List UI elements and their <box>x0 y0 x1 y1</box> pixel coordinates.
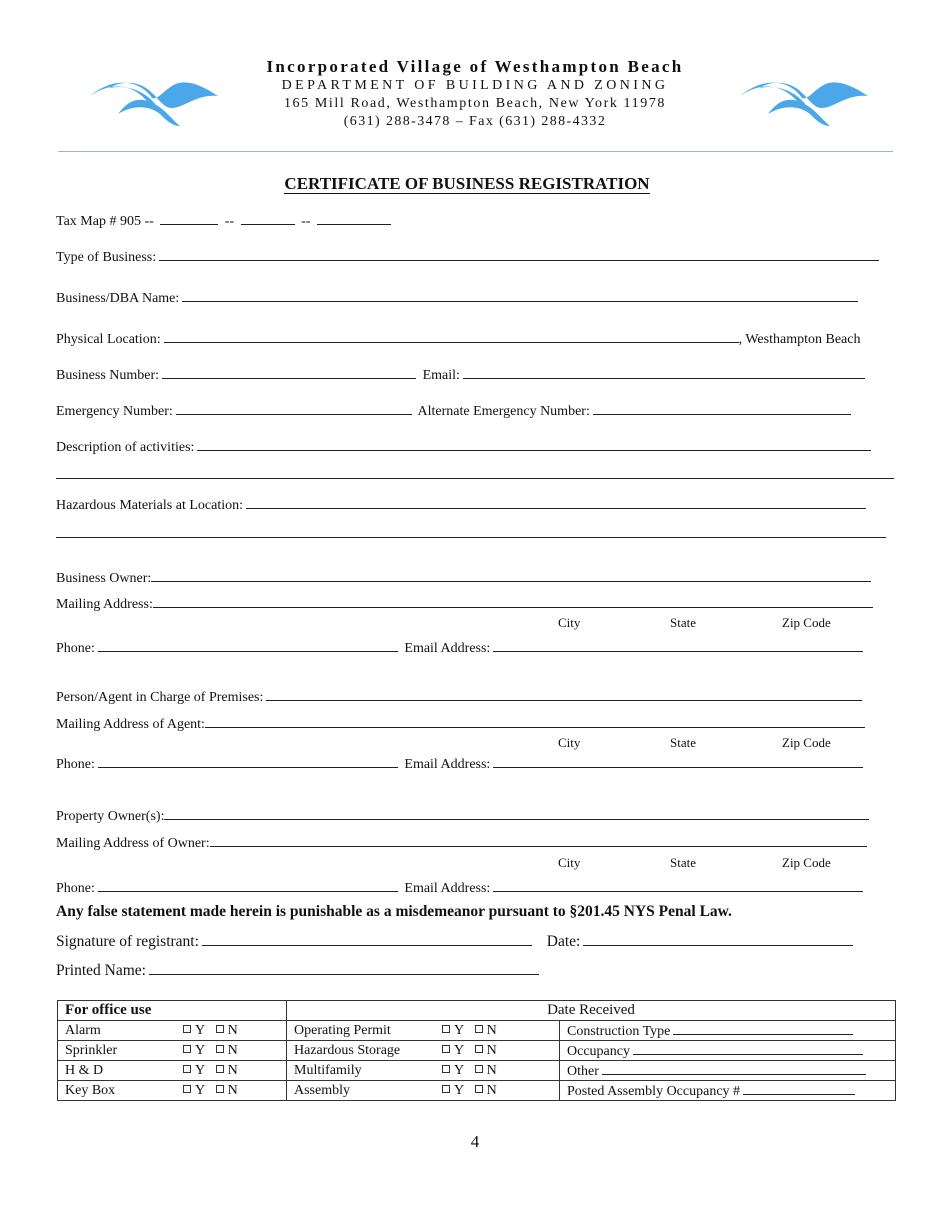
yes-no-check[interactable]: Y N <box>183 1023 238 1039</box>
description-row <box>56 438 874 457</box>
checkbox-icon <box>183 1025 191 1033</box>
checkbox-icon <box>475 1085 483 1093</box>
property-owner-field[interactable] <box>164 807 869 820</box>
yes-no-check[interactable]: Y N <box>183 1063 238 1079</box>
department-phone: (631) 288-3478 – Fax (631) 288-4332 <box>343 114 607 129</box>
hazardous-continuation-line[interactable] <box>56 537 886 538</box>
agent-mailing-row <box>56 715 868 734</box>
phone-label: Phone: <box>56 881 95 896</box>
agent-label: Person/Agent in Charge of Premises: <box>56 690 264 705</box>
business-name-row <box>56 289 861 308</box>
business-number-field[interactable] <box>162 366 416 379</box>
office-item-assembly: Assembly <box>294 1082 350 1098</box>
office-item-multifamily: Multifamily <box>294 1062 362 1078</box>
business-owner-label: Business Owner: <box>56 571 152 586</box>
business-name-field[interactable] <box>182 289 858 302</box>
office-cell <box>58 1041 287 1061</box>
department-name: DEPARTMENT OF BUILDING AND ZONING <box>281 78 669 93</box>
city-caption: City <box>558 615 581 630</box>
business-name-label: Business/DBA Name: <box>56 291 180 306</box>
tax-map-label: Tax Map # 905 -- <box>56 214 154 229</box>
property-owner-phone-row <box>56 879 866 898</box>
email-address-label: Email Address: <box>404 881 491 896</box>
agent-phone-row <box>56 755 866 774</box>
checkbox-icon <box>475 1025 483 1033</box>
printed-name-label: Printed Name: <box>56 962 146 979</box>
checkbox-icon <box>442 1065 450 1073</box>
table-row <box>58 1041 896 1061</box>
property-owner-phone-field[interactable] <box>98 879 398 892</box>
mailing-address-row <box>56 595 876 614</box>
false-statement-warning: Any false statement made herein is punishable as a misdemeanor pursuant to §201.45 NYS Penal Law. <box>56 903 732 920</box>
type-of-business-row <box>56 248 882 267</box>
physical-location-suffix: , Westhampton Beach <box>738 332 861 347</box>
mailing-address-label: Mailing Address: <box>56 597 153 612</box>
date-received-header: Date Received <box>287 1001 896 1021</box>
tax-map-block-field[interactable] <box>241 212 295 225</box>
description-field[interactable] <box>197 438 871 451</box>
office-cell <box>58 1021 287 1041</box>
office-header-row <box>58 1001 896 1021</box>
form-title: CERTIFICATE OF BUSINESS REGISTRATION <box>284 174 650 193</box>
city-caption: City <box>558 735 581 750</box>
business-number-row <box>56 366 868 385</box>
owner-phone-field[interactable] <box>98 639 398 652</box>
office-item-occupancy: Occupancy <box>567 1043 630 1059</box>
office-cell <box>58 1081 287 1101</box>
office-item-hazardous-storage: Hazardous Storage <box>294 1042 401 1058</box>
physical-location-row <box>56 330 860 349</box>
checkbox-icon <box>216 1065 224 1073</box>
state-caption: State <box>670 615 696 630</box>
owner-phone-row <box>56 639 866 658</box>
office-item-h-and-d: H & D <box>65 1062 104 1078</box>
property-owner-label: Property Owner(s): <box>56 809 165 824</box>
checkbox-icon <box>442 1085 450 1093</box>
email-address-label: Email Address: <box>404 757 491 772</box>
type-of-business-label: Type of Business: <box>56 250 157 265</box>
office-item-alarm: Alarm <box>65 1022 101 1038</box>
checkbox-icon <box>442 1045 450 1053</box>
checkbox-icon <box>216 1085 224 1093</box>
signature-label: Signature of registrant: <box>56 933 199 950</box>
checkbox-icon <box>475 1065 483 1073</box>
tax-map-lot-field[interactable] <box>317 212 391 225</box>
checkbox-icon <box>183 1085 191 1093</box>
business-owner-row <box>56 569 874 588</box>
office-cell <box>560 1021 896 1041</box>
agent-row <box>56 688 865 707</box>
checkbox-icon <box>475 1045 483 1053</box>
tax-map-separator: -- <box>301 214 311 229</box>
agent-mailing-label: Mailing Address of Agent: <box>56 717 205 732</box>
office-cell <box>287 1021 560 1041</box>
office-cell <box>560 1041 896 1061</box>
date-field[interactable] <box>583 932 853 946</box>
checkbox-icon <box>216 1025 224 1033</box>
business-owner-field[interactable] <box>151 569 871 582</box>
table-row <box>58 1021 896 1041</box>
date-label: Date: <box>546 933 581 950</box>
zip-caption: Zip Code <box>782 615 831 630</box>
yes-no-check[interactable]: Y N <box>442 1043 497 1059</box>
property-owner-row <box>56 807 872 826</box>
checkbox-icon <box>442 1025 450 1033</box>
office-use-table <box>57 1000 896 1101</box>
description-continuation-line[interactable] <box>56 478 894 479</box>
hazardous-label: Hazardous Materials at Location: <box>56 498 243 513</box>
email-field[interactable] <box>463 366 865 379</box>
yes-no-check[interactable]: Y N <box>442 1083 497 1099</box>
owner-mailing-field[interactable] <box>210 834 867 847</box>
table-row <box>58 1061 896 1081</box>
office-item-posted-assembly-occupancy: Posted Assembly Occupancy # <box>567 1083 741 1099</box>
office-item-operating-permit: Operating Permit <box>294 1022 391 1038</box>
email-address-label: Email Address: <box>404 641 491 656</box>
signature-row <box>56 932 856 951</box>
construction-type-field[interactable] <box>673 1022 853 1035</box>
office-cell <box>560 1061 896 1081</box>
physical-location-field[interactable] <box>164 330 739 343</box>
department-address: 165 Mill Road, Westhampton Beach, New York 11978 <box>283 96 667 111</box>
agent-phone-field[interactable] <box>98 755 398 768</box>
header-divider <box>58 151 893 152</box>
office-item-construction-type: Construction Type <box>567 1023 671 1039</box>
signature-field[interactable] <box>202 932 532 946</box>
agent-field[interactable] <box>266 688 862 701</box>
zip-caption: Zip Code <box>782 735 831 750</box>
agent-email-field[interactable] <box>493 755 863 768</box>
office-cell <box>287 1041 560 1061</box>
occupancy-field[interactable] <box>633 1042 863 1055</box>
phone-label: Phone: <box>56 757 95 772</box>
tax-map-separator: -- <box>224 214 235 229</box>
alt-emergency-number-label: Alternate Emergency Number: <box>417 404 590 419</box>
alt-emergency-number-field[interactable] <box>593 402 851 415</box>
office-cell <box>287 1081 560 1101</box>
city-caption: City <box>558 855 581 870</box>
table-row <box>58 1081 896 1101</box>
posted-assembly-occupancy-field[interactable] <box>743 1082 855 1095</box>
org-name: Incorporated Village of Westhampton Beach <box>266 57 684 76</box>
hazardous-row <box>56 496 869 515</box>
office-item-key-box: Key Box <box>65 1082 116 1098</box>
physical-location-label: Physical Location: <box>56 332 161 347</box>
emergency-number-field[interactable] <box>176 402 412 415</box>
office-cell <box>287 1061 560 1081</box>
business-number-label: Business Number: <box>56 368 160 383</box>
yes-no-check[interactable]: Y N <box>183 1043 238 1059</box>
checkbox-icon <box>183 1065 191 1073</box>
yes-no-check[interactable]: Y N <box>442 1023 497 1039</box>
yes-no-check[interactable]: Y N <box>183 1083 238 1099</box>
state-caption: State <box>670 735 696 750</box>
state-caption: State <box>670 855 696 870</box>
checkbox-icon <box>216 1045 224 1053</box>
page-number: 4 <box>470 1132 480 1151</box>
office-use-header: For office use <box>58 1001 287 1021</box>
office-item-sprinkler: Sprinkler <box>65 1042 118 1058</box>
emergency-number-row <box>56 402 854 421</box>
tax-map-section-field[interactable] <box>160 212 218 225</box>
office-item-other: Other <box>567 1063 599 1079</box>
other-field[interactable] <box>602 1062 866 1075</box>
property-owner-email-field[interactable] <box>493 879 863 892</box>
printed-name-row <box>56 961 542 980</box>
owner-email-field[interactable] <box>493 639 863 652</box>
printed-name-field[interactable] <box>149 961 539 975</box>
type-of-business-field[interactable] <box>159 248 879 261</box>
office-cell <box>58 1061 287 1081</box>
owner-mailing-row <box>56 834 870 853</box>
yes-no-check[interactable]: Y N <box>442 1063 497 1079</box>
checkbox-icon <box>183 1045 191 1053</box>
description-label: Description of activities: <box>56 440 195 455</box>
owner-mailing-label: Mailing Address of Owner: <box>56 836 210 851</box>
emergency-number-label: Emergency Number: <box>56 404 173 419</box>
zip-caption: Zip Code <box>782 855 831 870</box>
tax-map-row <box>56 212 394 231</box>
agent-mailing-field[interactable] <box>205 715 865 728</box>
office-cell <box>560 1081 896 1101</box>
mailing-address-field[interactable] <box>153 595 873 608</box>
phone-label: Phone: <box>56 641 95 656</box>
hazardous-field[interactable] <box>246 496 866 509</box>
email-label: Email: <box>422 368 460 383</box>
